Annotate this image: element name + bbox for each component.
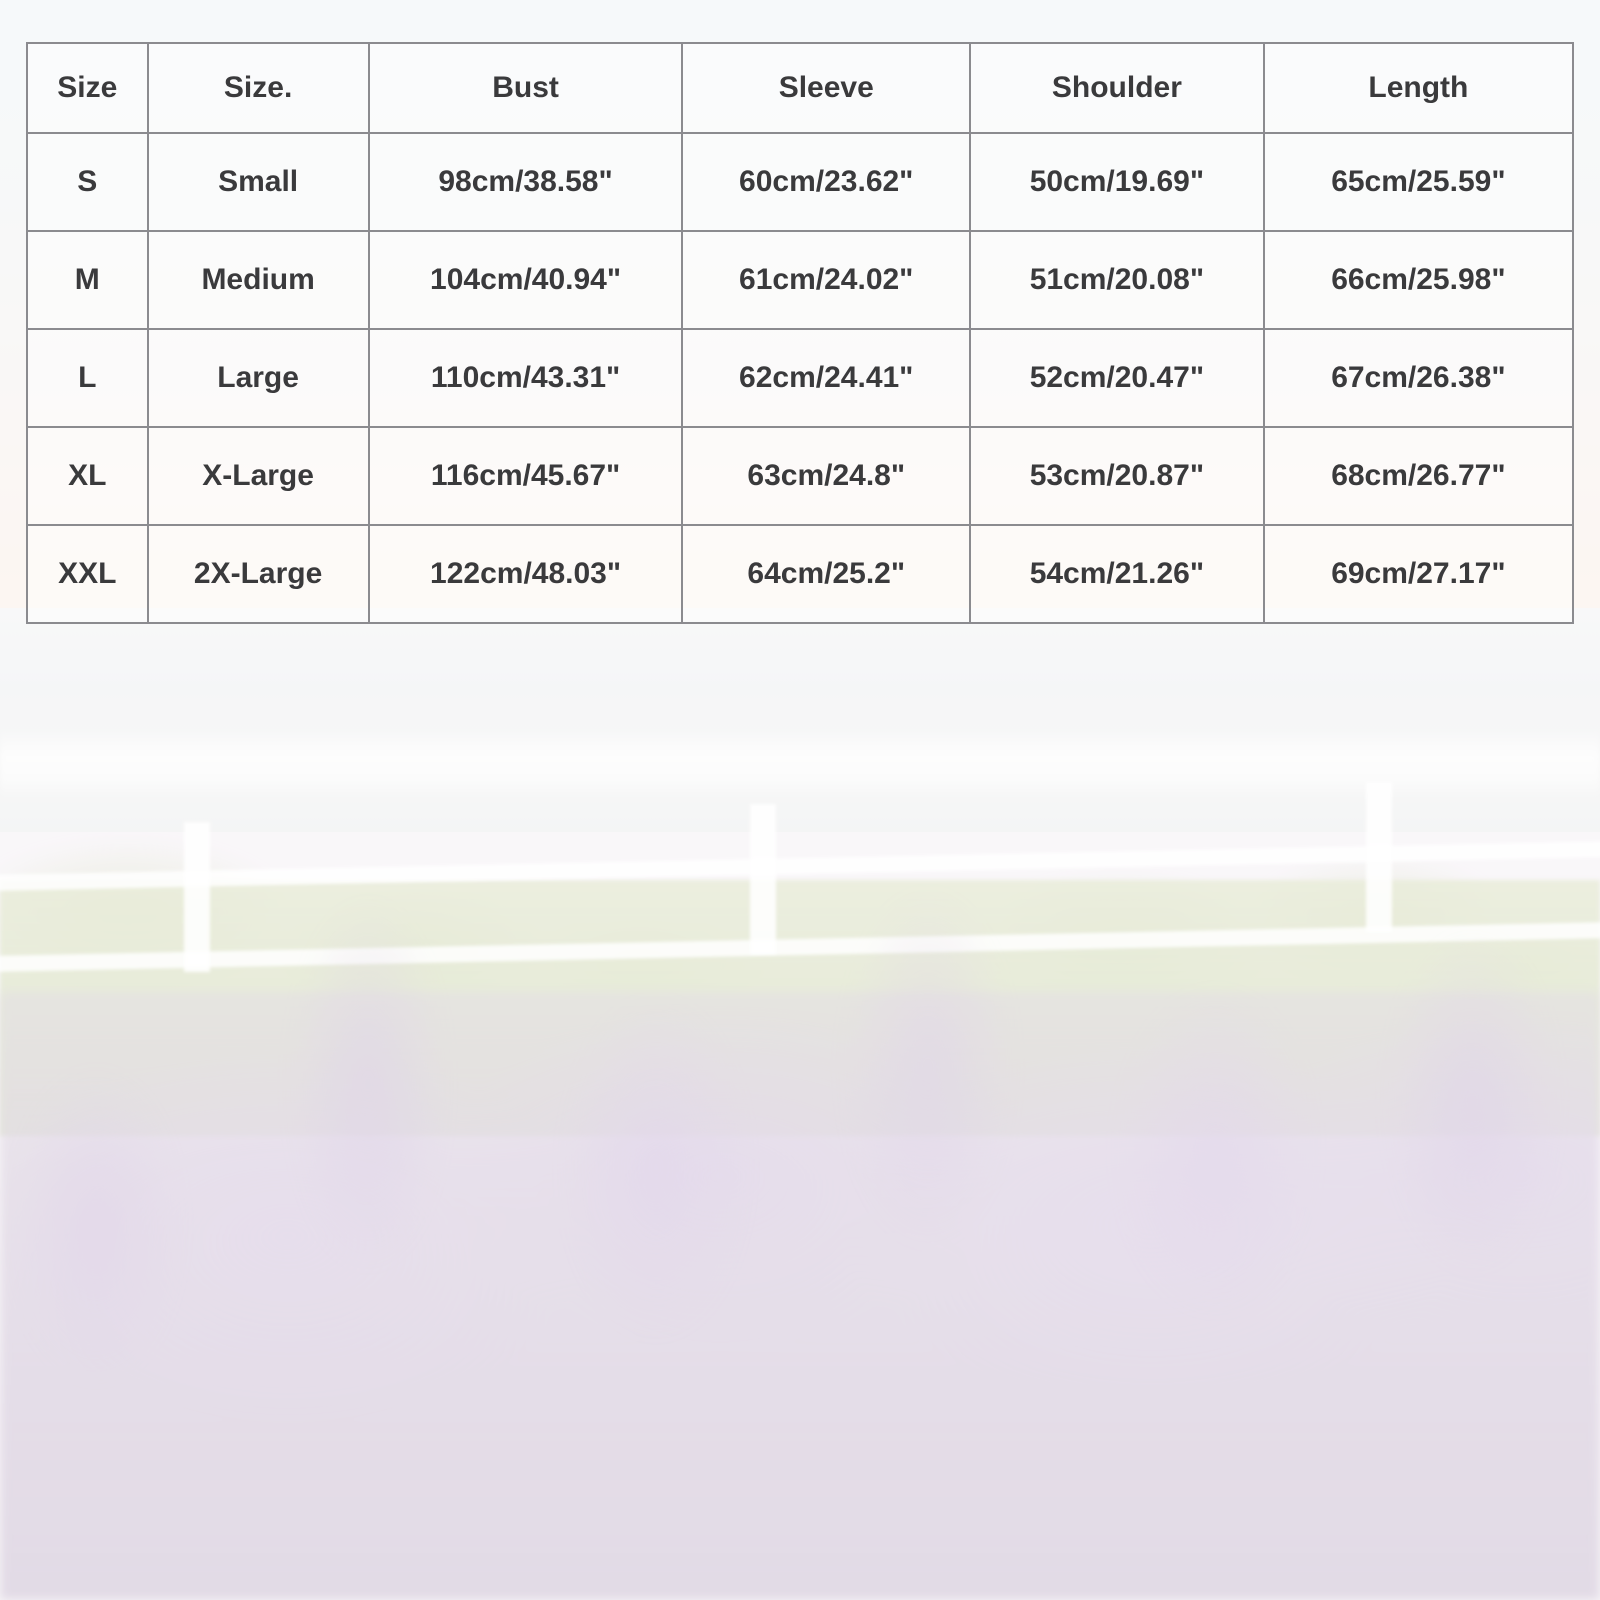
- cell-size-code: M: [27, 231, 148, 329]
- size-chart-table: [26, 42, 1574, 624]
- column-header-sleeve: Sleeve: [682, 43, 970, 133]
- cell-bust: 104cm/40.94": [369, 231, 683, 329]
- cell-sleeve: 61cm/24.02": [682, 231, 970, 329]
- cell-size-name: Medium: [148, 231, 369, 329]
- table-row: [27, 427, 1573, 525]
- cell-size-code: S: [27, 133, 148, 231]
- cell-sleeve: 63cm/24.8": [682, 427, 970, 525]
- table-row: [27, 133, 1573, 231]
- cell-bust: 98cm/38.58": [369, 133, 683, 231]
- cell-bust: 122cm/48.03": [369, 525, 683, 623]
- table-row: [27, 525, 1573, 623]
- cell-size-code: XL: [27, 427, 148, 525]
- table-row: [27, 231, 1573, 329]
- cell-length: 68cm/26.77": [1264, 427, 1573, 525]
- column-header-bust: Bust: [369, 43, 683, 133]
- cell-bust: 116cm/45.67": [369, 427, 683, 525]
- cell-size-code: XXL: [27, 525, 148, 623]
- cell-shoulder: 53cm/20.87": [970, 427, 1264, 525]
- column-header-shoulder: Shoulder: [970, 43, 1264, 133]
- cell-sleeve: 62cm/24.41": [682, 329, 970, 427]
- cell-size-name: X-Large: [148, 427, 369, 525]
- size-chart-container: [26, 42, 1574, 624]
- cell-sleeve: 60cm/23.62": [682, 133, 970, 231]
- cell-bust: 110cm/43.31": [369, 329, 683, 427]
- cell-length: 67cm/26.38": [1264, 329, 1573, 427]
- cell-size-name: Small: [148, 133, 369, 231]
- table-row: [27, 329, 1573, 427]
- cell-length: 69cm/27.17": [1264, 525, 1573, 623]
- column-header-size-code: Size: [27, 43, 148, 133]
- cell-size-code: L: [27, 329, 148, 427]
- cell-length: 65cm/25.59": [1264, 133, 1573, 231]
- cell-size-name: 2X-Large: [148, 525, 369, 623]
- cell-shoulder: 50cm/19.69": [970, 133, 1264, 231]
- cell-shoulder: 51cm/20.08": [970, 231, 1264, 329]
- cell-sleeve: 64cm/25.2": [682, 525, 970, 623]
- cell-shoulder: 52cm/20.47": [970, 329, 1264, 427]
- column-header-length: Length: [1264, 43, 1573, 133]
- cell-length: 66cm/25.98": [1264, 231, 1573, 329]
- column-header-size-name: Size.: [148, 43, 369, 133]
- cell-size-name: Large: [148, 329, 369, 427]
- cell-shoulder: 54cm/21.26": [970, 525, 1264, 623]
- table-header-row: [27, 43, 1573, 133]
